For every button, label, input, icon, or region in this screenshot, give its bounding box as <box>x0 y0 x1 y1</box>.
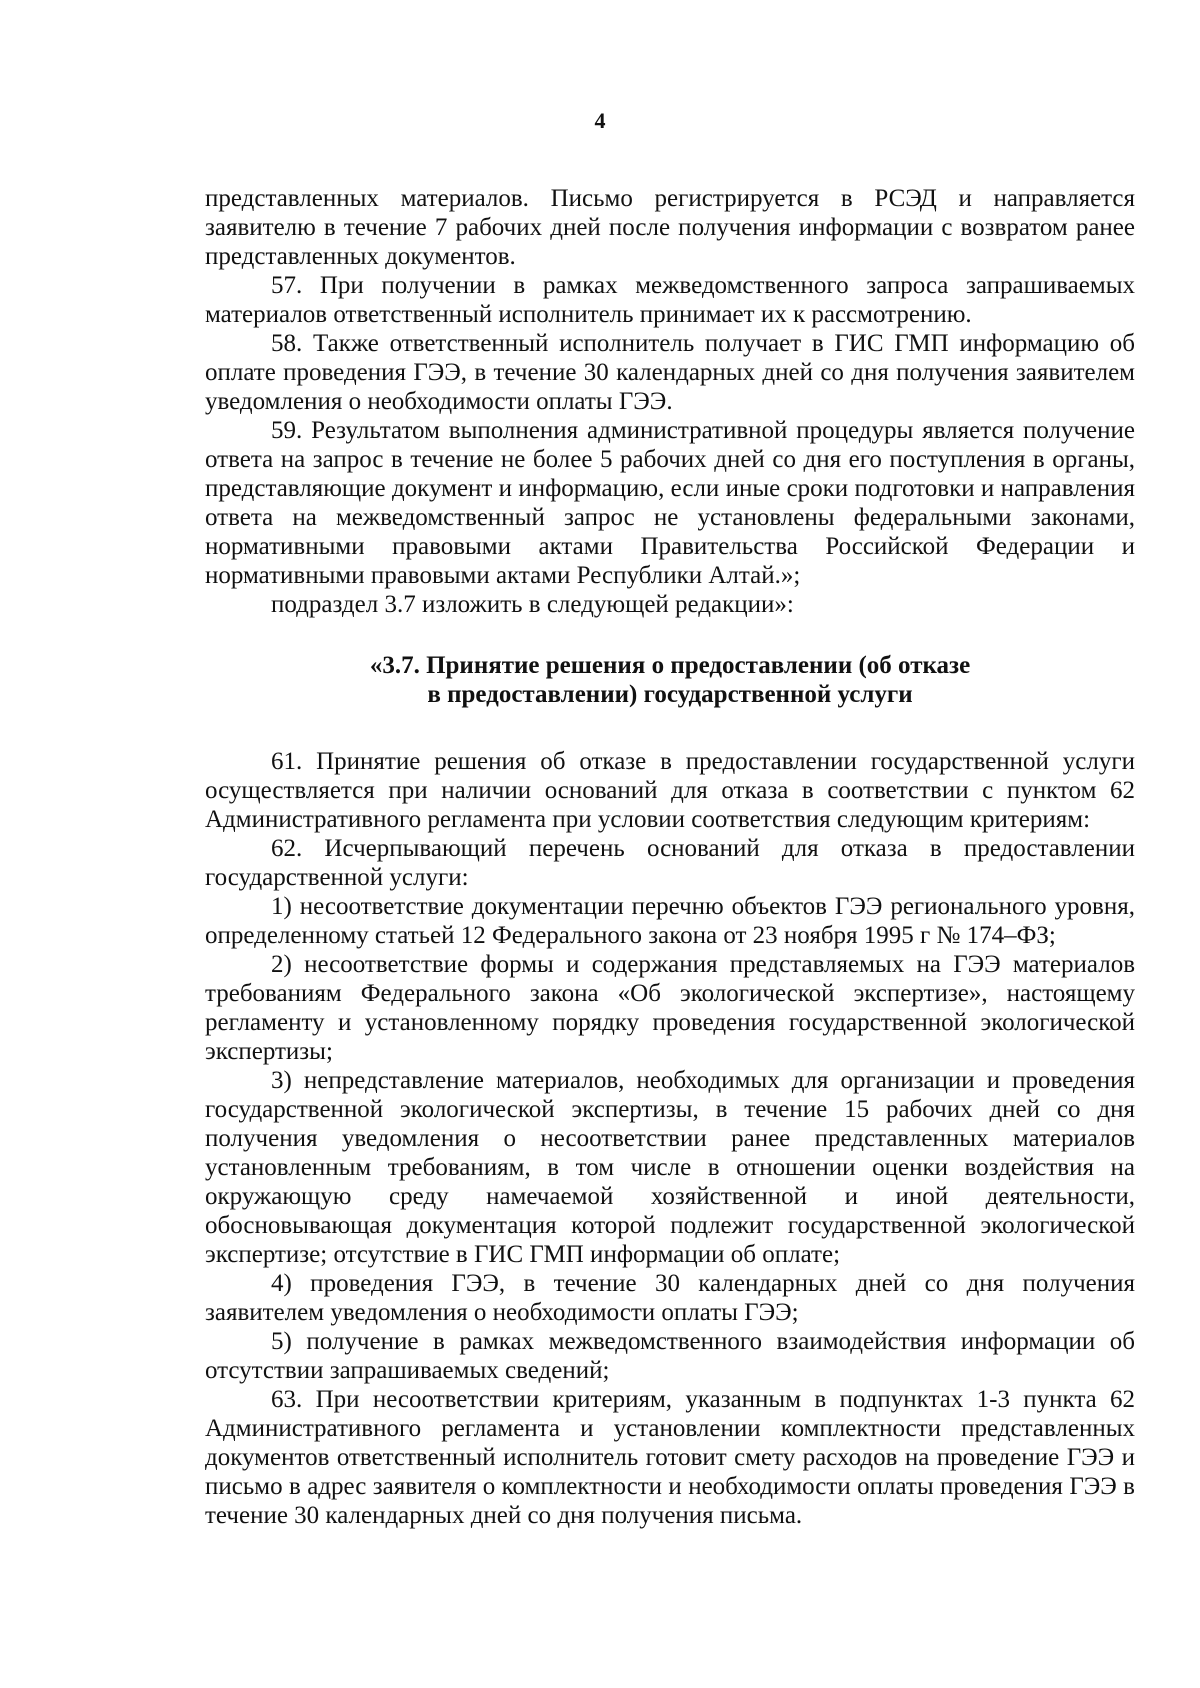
paragraph-63: 63. При несоответствии критериям, указанным в подпунктах 1-3 пункта 62 Административного регламента и установлении комплектности представленных документов ответственный исполнитель готовит смету расходов на проведение ГЭЭ и письмо в адрес заявителя о комплектности и необходимости оплаты проведения ГЭЭ в течение 30 календарных дней со дня получения письма. <box>205 1386 1135 1529</box>
list-item-1: 1) несоответствие документации перечню объектов ГЭЭ регионального уровня, определенному статьей 12 Федерального закона от 23 ноября 1995 г № 174–ФЗ; <box>205 893 1135 949</box>
paragraph-57: 57. При получении в рамках межведомственного запроса запрашиваемых материалов ответственный исполнитель принимает их к рассмотрению. <box>205 272 1135 328</box>
paragraph-61: 61. Принятие решения об отказе в предоставлении государственной услуги осуществляется при наличии оснований для отказа в соответствии с пунктом 62 Административного регламента при условии соответствия следующим критериям: <box>205 748 1135 833</box>
document-body <box>205 184 1135 1530</box>
list-item-2: 2) несоответствие формы и содержания представляемых на ГЭЭ материалов требованиям Федерального закона «Об экологической экспертизе», настоящему регламенту и установленному порядку проведения государственной экологической экспертизы; <box>205 951 1135 1065</box>
list-item-3: 3) непредставление материалов, необходимых для организации и проведения государственной экологической экспертизы, в течение 15 рабочих дней со дня получения уведомления о несоответствии ранее представленных материалов установленным требованиям, в том числе в отношении оценки воздействия на окружающую среду намечаемой хозяйственной и иной деятельности, обосновывающая документация которой подлежит государственной экологической экспертизе; отсутствие в ГИС ГМП информации об оплате; <box>205 1067 1135 1268</box>
paragraph-62: 62. Исчерпывающий перечень оснований для отказа в предоставлении государственной услуги: <box>205 835 1135 891</box>
paragraph-58: 58. Также ответственный исполнитель получает в ГИС ГМП информацию об оплате проведения ГЭЭ, в течение 30 календарных дней со дня получения заявителем уведомления о необходимости оплаты ГЭЭ. <box>205 330 1135 415</box>
section-heading-line2: в предоставлении) государственной услуги <box>427 681 913 708</box>
section-heading-line1: «3.7. Принятие решения о предоставлении (об отказе <box>369 652 971 679</box>
list-item-5: 5) получение в рамках межведомственного взаимодействия информации об отсутствии запрашиваемых сведений; <box>205 1328 1135 1384</box>
paragraph: представленных материалов. Письмо регистрируется в РСЭД и направляется заявителю в течение 7 рабочих дней после получения информации с возвратом ранее представленных документов. <box>205 185 1135 270</box>
paragraph-subsection-instruction: подраздел 3.7 изложить в следующей редакции»: <box>271 591 794 618</box>
section-heading <box>205 651 1135 709</box>
page-number: 4 <box>594 108 606 133</box>
paragraph-59: 59. Результатом выполнения административной процедуры является получение ответа на запрос в течение не более 5 рабочих дней со дня его поступления в органы, представляющие документ и информацию, если иные сроки подготовки и направления ответа на межведомственный запрос не установлены федеральными законами, нормативными правовыми актами Правительства Российской Федерации и нормативными правовыми актами Республики Алтай.»; <box>205 417 1135 589</box>
list-item-4: 4) проведения ГЭЭ, в течение 30 календарных дней со дня получения заявителем уведомления о необходимости оплаты ГЭЭ; <box>205 1270 1135 1326</box>
